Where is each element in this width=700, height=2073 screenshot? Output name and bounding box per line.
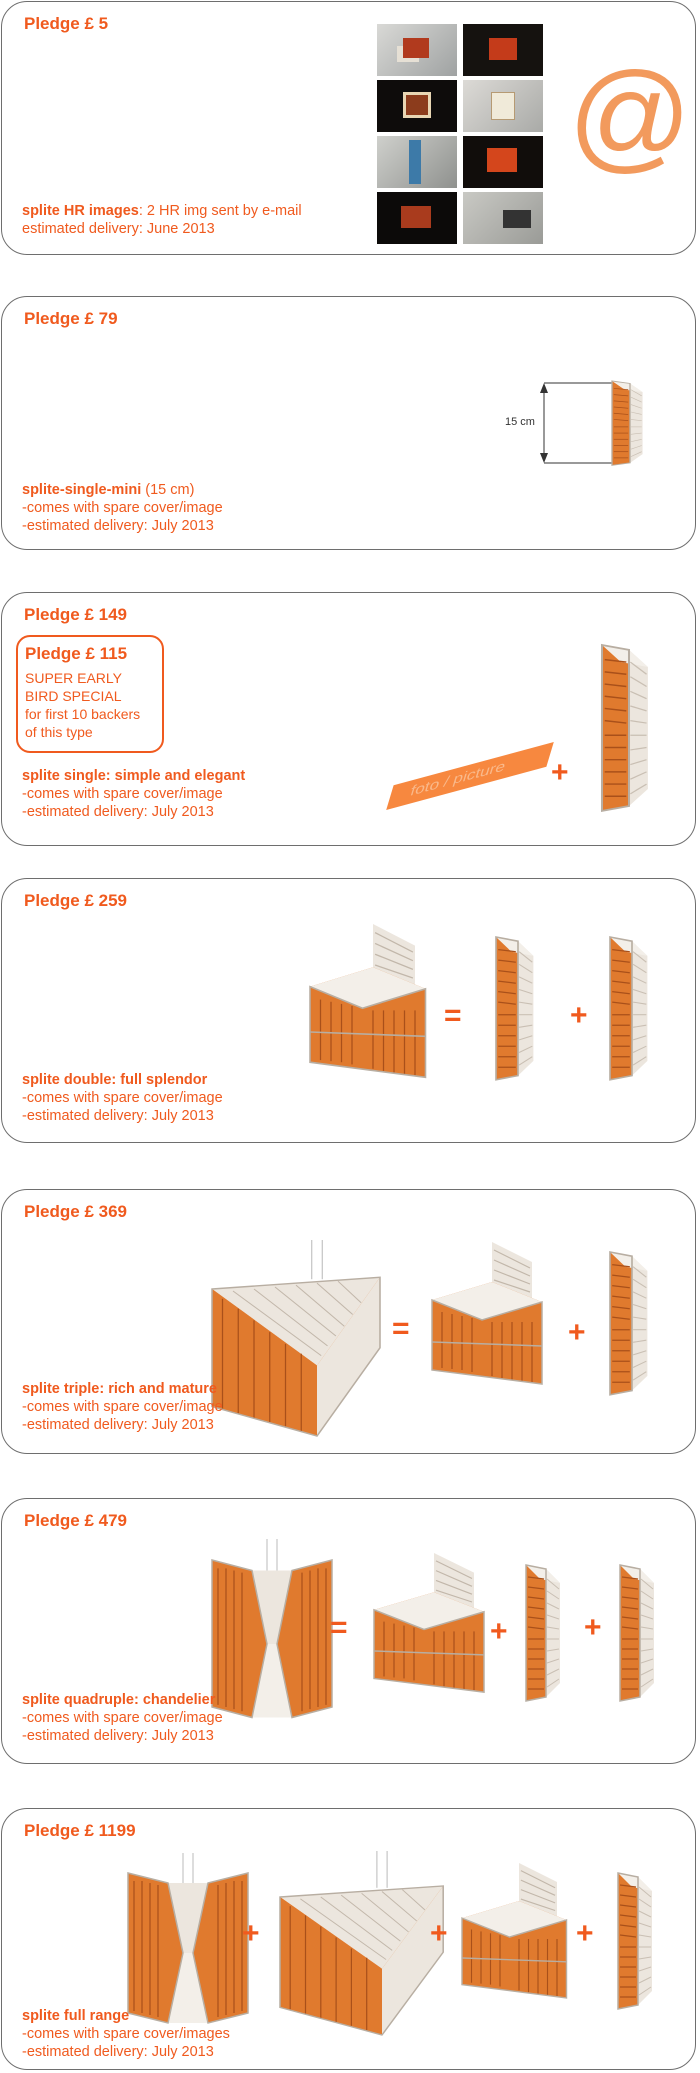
tier-name: splite-single-mini	[22, 482, 142, 498]
tier-description	[22, 767, 245, 821]
quadruple-lamp	[212, 1539, 336, 1724]
double-lamp	[374, 1553, 494, 1708]
single-lamp	[496, 937, 540, 1087]
dimension-marker	[532, 381, 612, 467]
tier-line: -estimated delivery: July 2013	[22, 1417, 214, 1433]
cover-text: foto / picture	[408, 758, 508, 800]
plus-icon: +	[490, 1615, 508, 1648]
equals-icon: =	[444, 999, 462, 1032]
tier-description	[22, 481, 223, 535]
tier-line: -comes with spare cover/images	[22, 2026, 230, 2042]
tier-line: -estimated delivery: July 2013	[22, 804, 214, 820]
tier-name: splite full range	[22, 2008, 130, 2024]
pledge-title: Pledge £ 5	[24, 14, 109, 33]
plus-icon: +	[576, 1917, 594, 1950]
quadruple-lamp	[128, 1853, 252, 2033]
single-lamp	[526, 1565, 566, 1705]
pledge-title: Pledge £ 1199	[24, 1821, 136, 1840]
plus-icon: +	[551, 756, 569, 789]
pledge-title: Pledge £ 479	[24, 1511, 128, 1530]
triple-lamp	[280, 1851, 450, 2051]
tier-description	[22, 1071, 223, 1125]
photo-thumbnail	[463, 192, 543, 244]
triple-lamp	[212, 1240, 382, 1445]
pledge-title: Pledge £ 79	[24, 309, 118, 328]
photo-thumbnail	[377, 80, 457, 132]
photo-thumbnail	[377, 24, 457, 76]
early-bird-line: for first 10 backers	[25, 706, 141, 722]
tier-name-suffix: : 2 HR img sent by e-mail	[138, 203, 302, 219]
tier-name-suffix: (15 cm)	[141, 482, 195, 498]
plus-icon: +	[568, 1316, 586, 1349]
single-lamp	[620, 1565, 660, 1705]
double-lamp	[310, 924, 430, 1094]
tier-name: splite triple: rich and mature	[22, 1381, 217, 1397]
tier-line: -estimated delivery: July 2013	[22, 1108, 214, 1124]
pledge-title: Pledge £ 369	[24, 1202, 128, 1221]
early-bird-text	[25, 669, 140, 741]
tier-line: -comes with spare cover/image	[22, 1710, 223, 1726]
pledge-card-149[interactable]	[1, 592, 696, 846]
tier-line: -estimated delivery: July 2013	[22, 2044, 214, 2060]
double-lamp	[462, 1863, 577, 2013]
tier-line: estimated delivery: June 2013	[22, 221, 215, 237]
tier-name: splite quadruple: chandelier	[22, 1692, 216, 1708]
tier-line: -comes with spare cover/image	[22, 786, 223, 802]
plus-icon: +	[430, 1917, 448, 1950]
at-sign-icon: @	[568, 47, 692, 183]
tier-line: -comes with spare cover/image	[22, 1399, 223, 1415]
double-lamp	[432, 1242, 552, 1402]
pledge-title: Pledge £ 149	[24, 605, 128, 624]
tier-line: -estimated delivery: July 2013	[22, 1728, 214, 1744]
single-lamp	[618, 1873, 658, 2013]
photo-thumbnail	[377, 192, 457, 244]
early-bird-line: of this type	[25, 724, 93, 740]
plus-icon: +	[242, 1917, 260, 1950]
tier-description	[22, 202, 302, 238]
pledge-card-5[interactable]	[1, 1, 696, 255]
equals-icon: =	[392, 1312, 410, 1345]
photo-thumbnail	[463, 24, 543, 76]
tier-name: splite double: full splendor	[22, 1072, 208, 1088]
pledge-card-1199[interactable]	[1, 1808, 696, 2070]
tier-description	[22, 1380, 223, 1434]
photo-thumbnail	[463, 136, 543, 188]
single-lamp	[610, 1252, 654, 1402]
pledge-card-369[interactable]	[1, 1189, 696, 1454]
single-mini-lamp	[612, 381, 646, 467]
tier-name: splite HR images	[22, 203, 139, 219]
tier-line: -estimated delivery: July 2013	[22, 518, 214, 534]
photo-thumbnail	[463, 80, 543, 132]
early-bird-line: BIRD SPECIAL	[25, 688, 122, 704]
plus-icon: +	[584, 1611, 602, 1644]
dimension-label: 15 cm	[505, 416, 535, 428]
tier-name: splite single: simple and elegant	[22, 768, 246, 784]
tier-line: -comes with spare cover/image	[22, 500, 223, 516]
pledge-card-259[interactable]	[1, 878, 696, 1143]
tier-line: -comes with spare cover/image	[22, 1090, 223, 1106]
pledge-title: Pledge £ 259	[24, 891, 128, 910]
early-bird-line: SUPER EARLY	[25, 670, 122, 686]
tier-description	[22, 1691, 223, 1745]
single-lamp	[602, 645, 652, 821]
pledge-card-79[interactable]	[1, 296, 696, 550]
pledge-card-479[interactable]	[1, 1498, 696, 1764]
photo-thumbnail	[377, 136, 457, 188]
early-bird-price: Pledge £ 115	[25, 644, 128, 663]
plus-icon: +	[570, 999, 588, 1032]
tier-description	[22, 2007, 230, 2061]
single-lamp	[610, 937, 654, 1087]
spare-cover-image	[386, 742, 554, 810]
photo-grid	[377, 24, 543, 242]
early-bird-badge	[16, 635, 164, 753]
equals-icon: =	[330, 1611, 348, 1644]
